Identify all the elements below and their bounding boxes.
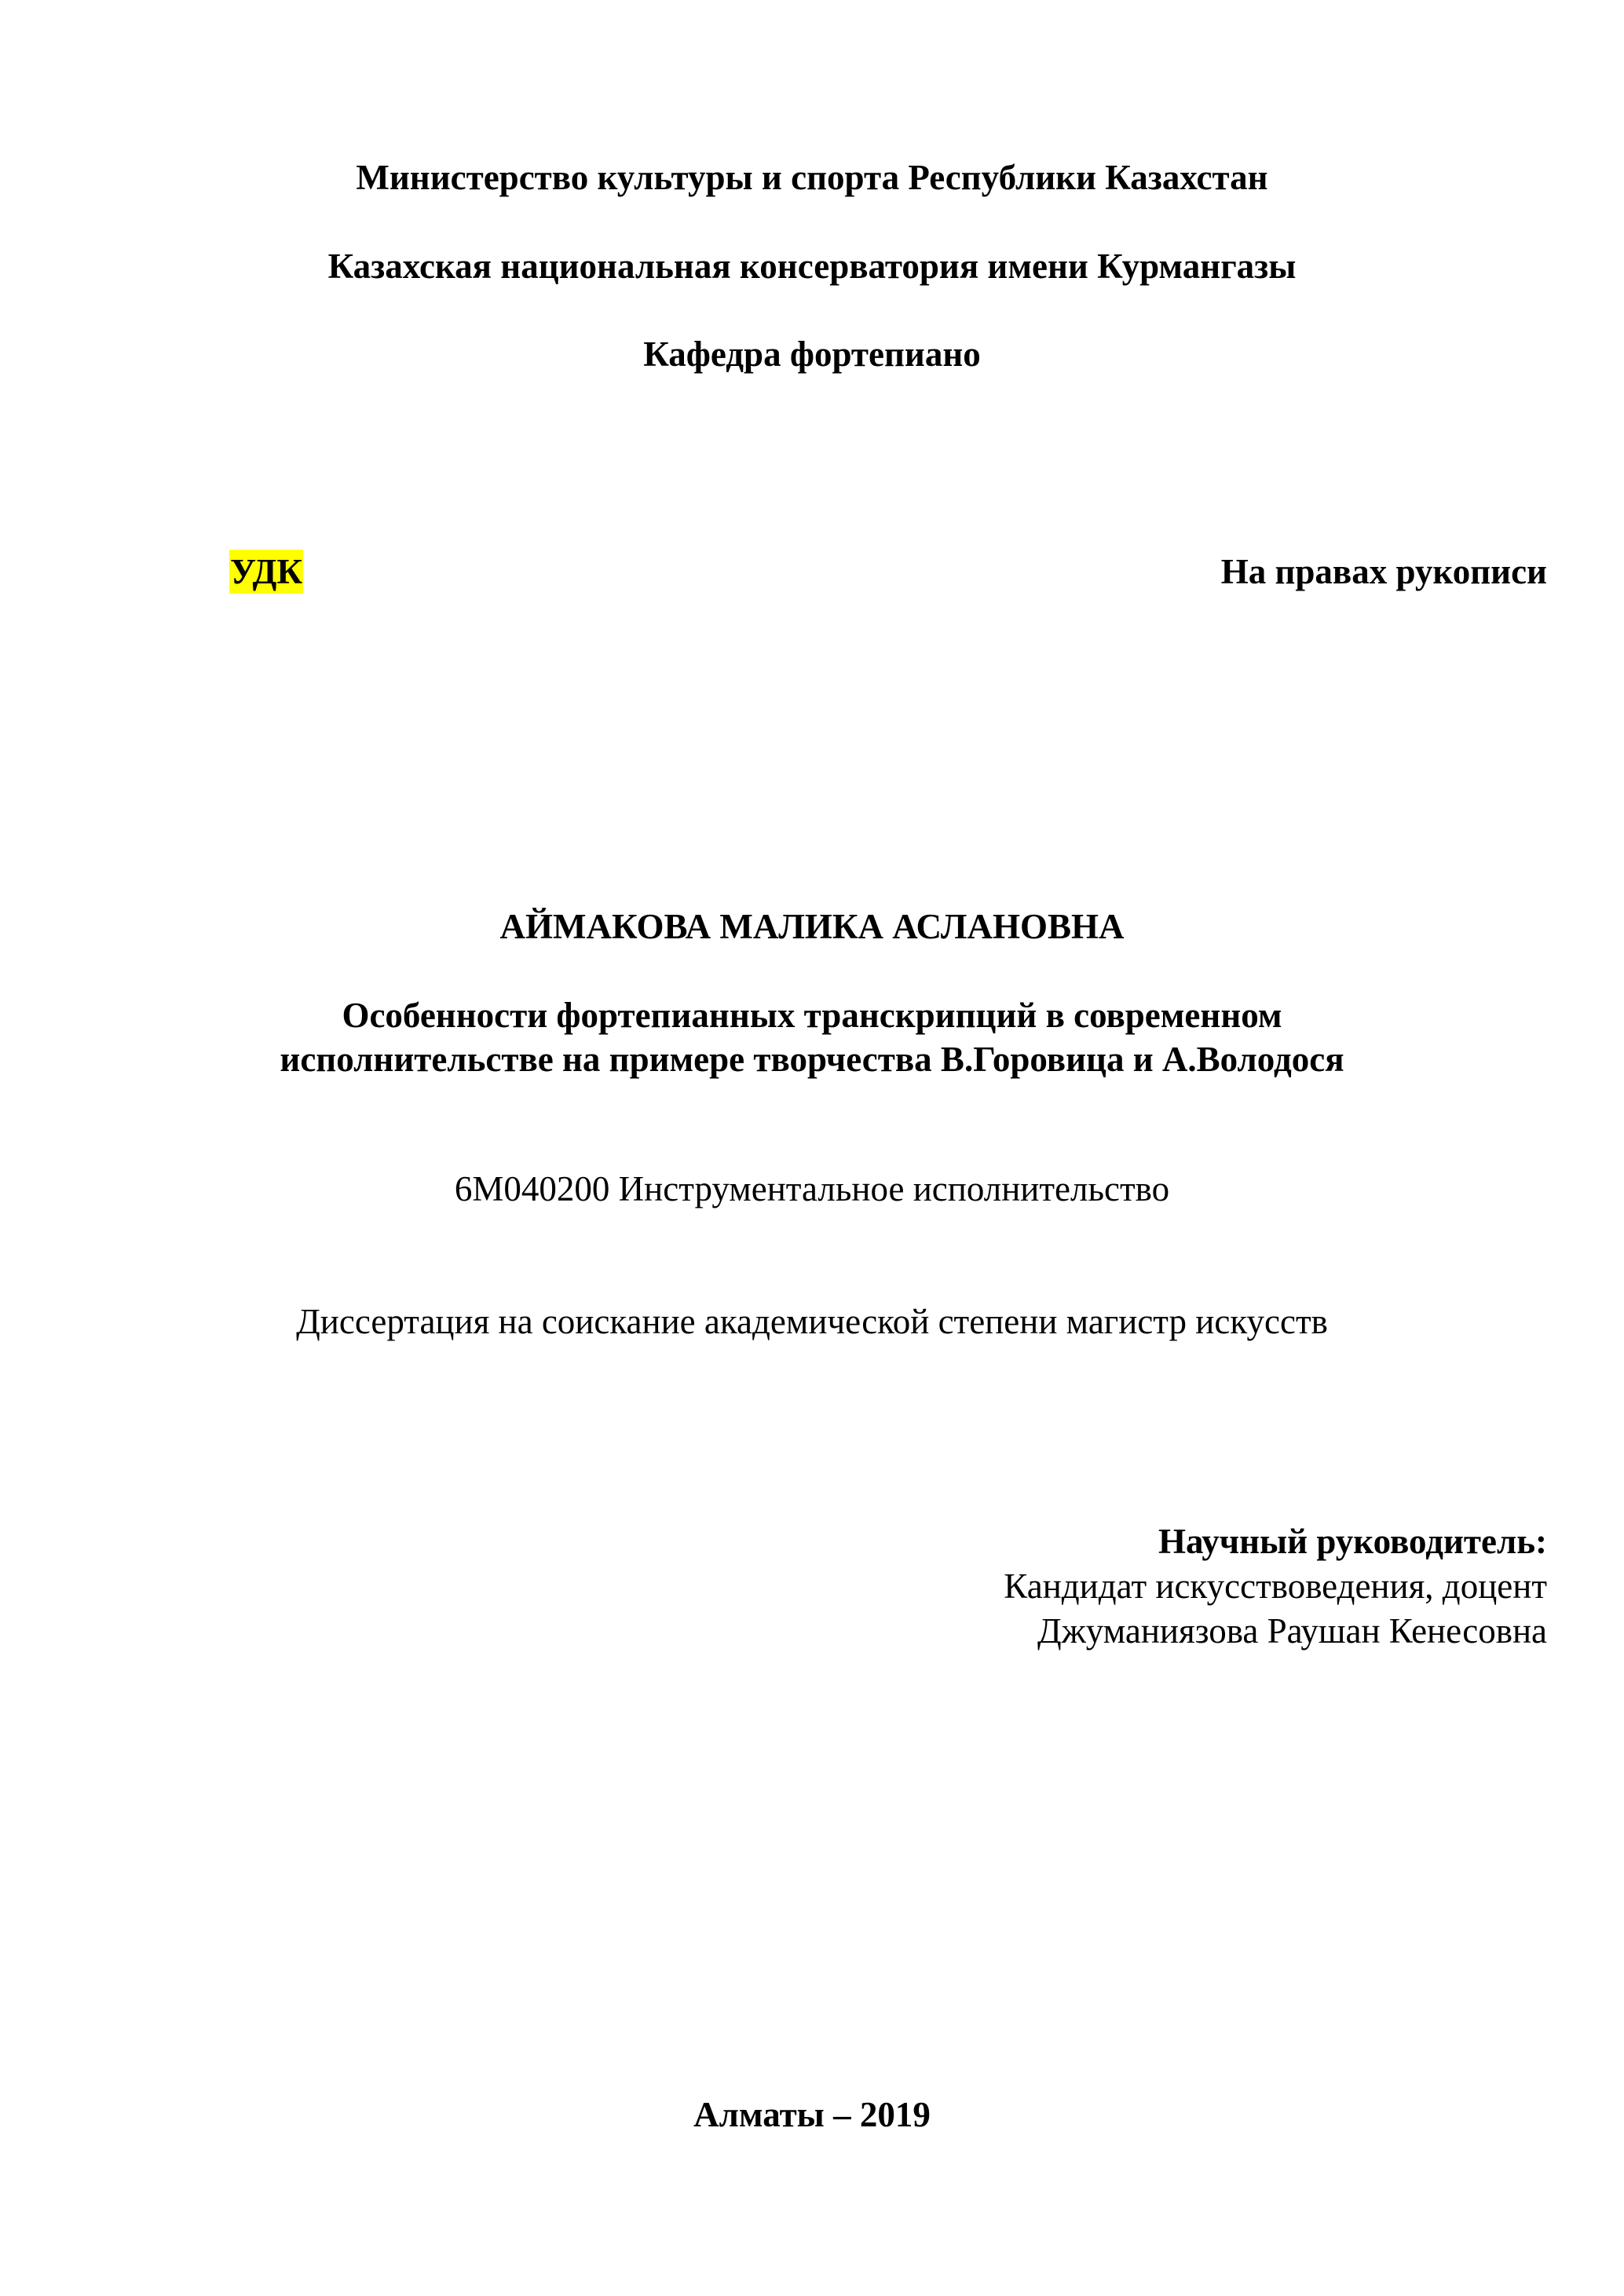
supervisor-block	[1004, 1519, 1547, 1654]
dissertation-title-line-1: Особенности фортепианных транскрипций в современном	[342, 996, 1282, 1035]
dissertation-title-line-2: исполнительстве на примере творчества В.Горовица и А.Володося	[280, 1040, 1344, 1079]
department-name: Кафедра фортепиано	[643, 335, 981, 374]
supervisor-title: Кандидат искусствоведения, доцент	[1004, 1567, 1547, 1606]
author-name: АЙМАКОВА МАЛИКА АСЛАНОВНА	[499, 907, 1125, 946]
supervisor-heading: Научный руководитель:	[1158, 1522, 1547, 1561]
degree-statement: Диссертация на соискание академической степени магистр искусств	[296, 1302, 1328, 1341]
udk-row	[229, 550, 1547, 597]
udk-label: УДК	[229, 550, 303, 594]
supervisor-name: Джуманиязова Раушан Кенесовна	[1037, 1611, 1547, 1651]
specialty-code: 6М040200 Инструментальное исполнительство	[454, 1169, 1170, 1208]
conservatory-name: Казахская национальная консерватория имени Курмангазы	[327, 247, 1297, 286]
manuscript-note: На правах рукописи	[1220, 552, 1547, 591]
city-year: Алматы – 2019	[693, 2095, 931, 2134]
ministry-name: Министерство культуры и спорта Республики Казахстан	[356, 158, 1268, 197]
